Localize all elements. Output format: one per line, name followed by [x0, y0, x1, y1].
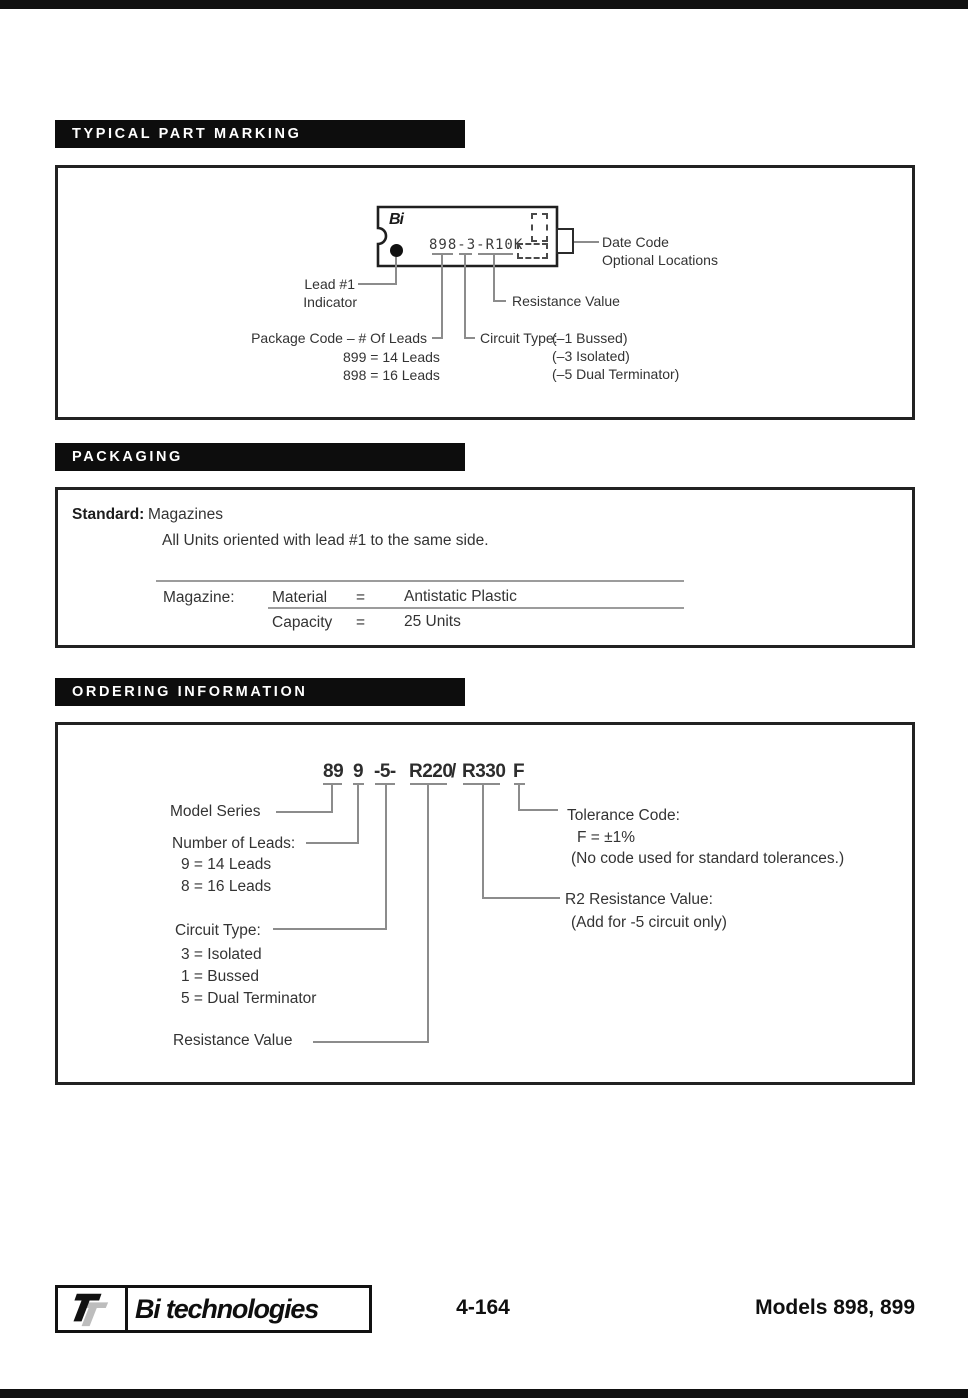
date-code-dashed-box-bottom — [517, 243, 548, 259]
lead1-dot-icon — [390, 244, 403, 257]
tolerance-note: (No code used for standard tolerances.) — [571, 850, 845, 867]
magazine-table-rule-mid — [268, 607, 684, 609]
leads-label: Number of Leads: — [172, 835, 296, 852]
code-circuit: -5- — [374, 761, 396, 782]
part-marking-box — [55, 165, 915, 420]
circuit-leader-v2 — [385, 785, 387, 930]
standard-value: Magazines — [148, 506, 223, 523]
r2-note: (Add for -5 circuit only) — [571, 914, 727, 931]
package-code-item: 898 = 16 Leads — [343, 367, 440, 383]
circuit-leader-v — [464, 255, 466, 339]
chip-marking-text: 898-3-R10K — [429, 237, 524, 253]
lead1-label-2: Indicator — [303, 294, 357, 310]
page-number: 4-164 — [456, 1296, 510, 1319]
section-title: TYPICAL PART MARKING — [72, 126, 302, 142]
magazine-row-value: Antistatic Plastic — [404, 588, 517, 605]
page-top-rule — [0, 0, 968, 9]
ordering-resistance-label: Resistance Value — [173, 1032, 293, 1049]
circuit-leader-h — [464, 337, 475, 339]
tt-electronics-logo — [58, 1288, 128, 1330]
circuit-type-label: Circuit Type: — [480, 330, 558, 346]
footer-models: Models 898, 899 — [755, 1296, 915, 1319]
code-slash: / — [451, 761, 456, 782]
page-bottom-rule — [0, 1389, 968, 1398]
tolerance-leader-v — [518, 785, 520, 811]
r2-label: R2 Resistance Value: — [565, 891, 713, 908]
footer-brand-box — [55, 1285, 372, 1333]
code-tolerance: F — [513, 761, 525, 782]
magazine-table-rule-top — [156, 580, 684, 582]
package-code-item: 899 = 14 Leads — [343, 349, 440, 365]
section-header-part-marking — [55, 120, 465, 148]
resistance-leader-h — [493, 300, 506, 302]
date-code-tab — [556, 228, 574, 254]
leads-item: 8 = 16 Leads — [181, 878, 272, 895]
lead1-label: Lead #1 — [304, 276, 355, 292]
date-code-dashed-box-top — [531, 213, 548, 242]
section-title: ORDERING INFORMATION — [72, 684, 308, 700]
tolerance-leader-h — [518, 809, 558, 811]
magazine-row-value: 25 Units — [404, 613, 461, 630]
brand-name: Bi technologies — [135, 1293, 319, 1324]
section-header-packaging — [55, 443, 465, 471]
leads-leader-h — [306, 842, 359, 844]
resistance-leader-h2 — [313, 1041, 429, 1043]
package-code-label: Package Code – # Of Leads — [251, 330, 427, 346]
code-r2: R330 — [462, 761, 506, 782]
lead1-leader-v — [395, 257, 397, 285]
ordering-circuit-item: 1 = Bussed — [181, 968, 259, 985]
package-leader-h — [432, 337, 443, 339]
magazine-row-name: Capacity — [272, 614, 333, 631]
ordering-circuit-item: 5 = Dual Terminator — [181, 990, 317, 1007]
model-series-label: Model Series — [170, 803, 261, 820]
circuit-type-item: (–5 Dual Terminator) — [552, 366, 680, 382]
tick-resistance — [478, 253, 513, 255]
section-header-ordering — [55, 678, 465, 706]
equals-sign: = — [356, 589, 366, 606]
resistance-leader-v2 — [427, 785, 429, 1043]
magazine-row-name: Material — [272, 589, 328, 606]
leads-leader-v — [357, 785, 359, 844]
r2-leader-v — [482, 785, 484, 899]
circuit-leader-h2 — [273, 928, 387, 930]
resistance-label: Resistance Value — [512, 293, 620, 309]
circuit-type-item: (–1 Bussed) — [552, 330, 628, 346]
equals-sign: = — [356, 614, 366, 631]
code-leads: 9 — [353, 761, 364, 782]
date-code-leader — [574, 241, 599, 243]
orientation-note: All Units oriented with lead #1 to the same side. — [162, 532, 489, 549]
tolerance-value: F = ±1% — [577, 829, 636, 846]
standard-label: Standard: — [72, 506, 145, 523]
date-code-label-2: Optional Locations — [602, 252, 718, 268]
circuit-type-item: (–3 Isolated) — [552, 348, 630, 364]
code-r1: R220 — [409, 761, 453, 782]
chip-bi-logo: Bi — [389, 211, 403, 228]
model-series-leader-h — [276, 811, 333, 813]
model-series-leader-v — [331, 785, 333, 813]
code-model-series: 89 — [323, 761, 344, 782]
leads-item: 9 = 14 Leads — [181, 856, 272, 873]
section-title: PACKAGING — [72, 449, 183, 465]
r2-leader-h — [482, 897, 560, 899]
lead1-leader-h — [358, 283, 397, 285]
resistance-leader-v — [493, 255, 495, 302]
ordering-circuit-label: Circuit Type: — [175, 922, 261, 939]
ordering-circuit-item: 3 = Isolated — [181, 946, 262, 963]
date-code-label: Date Code — [602, 234, 669, 250]
tolerance-label: Tolerance Code: — [567, 807, 680, 824]
package-leader-v — [441, 255, 443, 339]
tt-logo-icon — [70, 1290, 114, 1328]
magazine-label: Magazine: — [163, 589, 235, 606]
